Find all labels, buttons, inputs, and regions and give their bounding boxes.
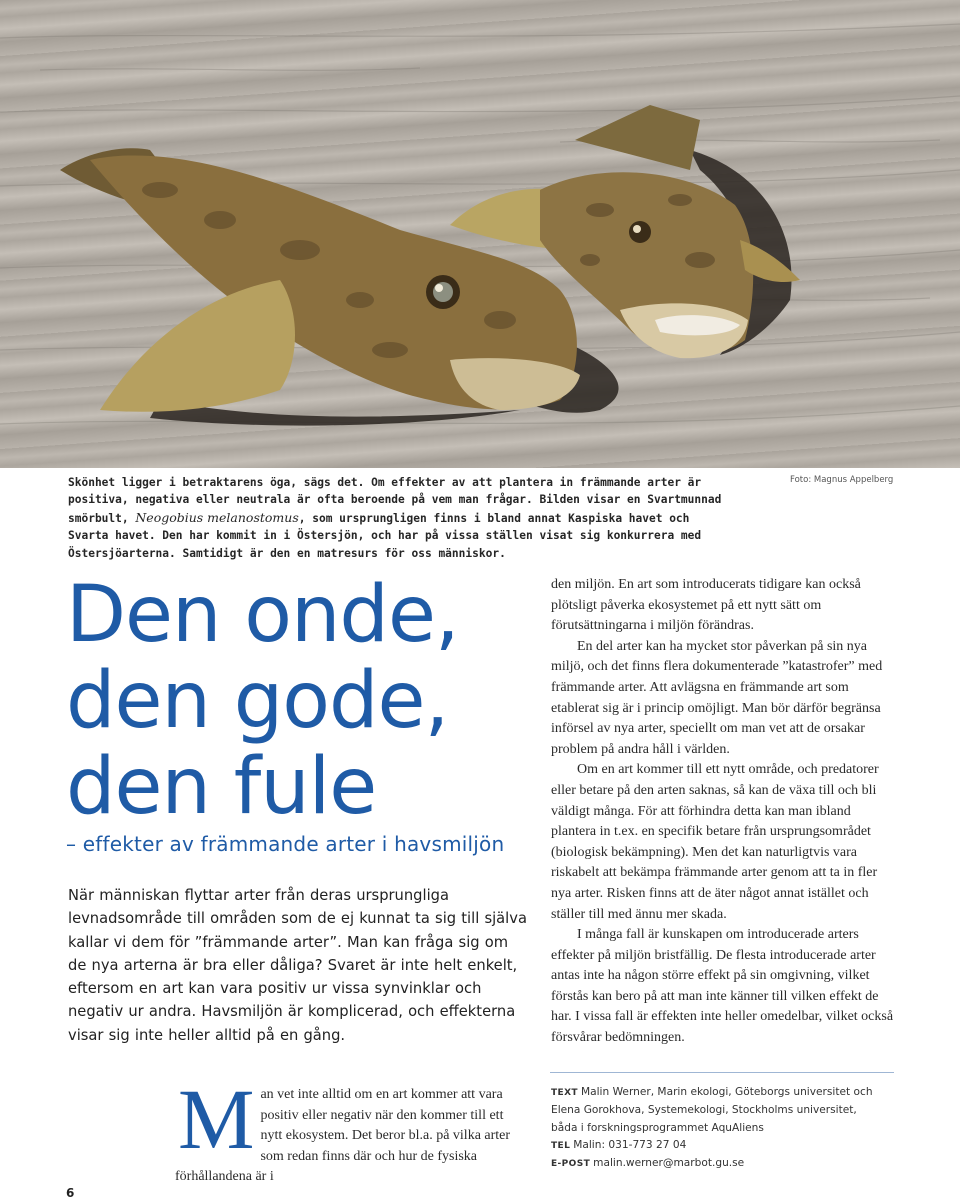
title-line-1: Den onde, [66,570,459,660]
author-line-1: Malin Werner, Marin ekologi, Göteborgs universitet och [580,1086,873,1098]
email-label: E-POST [551,1159,591,1170]
body-paragraph: En del arter kan ha mycket stor påverkan på sin nya miljö, och det finns flera dokumenterade ”katastrofer” med främmande arter. Att avlägsna en främmande art som etablerat sig är i princip omöjligt. Man bör därför begränsa införsel av nya arter, speciellt om man vet att de orsakar problem på andra håll i världen. [551,638,883,757]
phone-number: Malin: 031-773 27 04 [573,1138,687,1151]
body-paragraph: den miljön. En art som introducerats tidigare kan också plötsligt påverka ekosystemet på ett nytt sätt om förutsättningarna i miljön förändras. [551,577,861,634]
caption-text-1: Skönhet ligger i betraktarens öga, sägs det. Om effekter av att plantera in främmande arter är positiva, negativa eller neutrala är ofta beroende på vem man frågar. Bilden visar en Svartmunnad smörbult, [68,476,722,525]
caption-text-2: , som ursprungligen finns i bland annat Kaspiska havet och Svarta havet. Den har kommit in i Östersjön, och har på vissa ställen visat sig konkurrera med Östersjöarterna. Samtidigt är den en matresurs för oss människor. [68,511,702,560]
fish-front [60,148,580,412]
ingress-paragraph: När människan flyttar arter från deras ursprungliga levnadsområde till områden som de ej kunnat ta sig till själva kallar vi dem för ”främmande arter”. Man kan fråga sig om de nya arterna är bra eller dåliga? Svaret är inte helt enkelt, eftersom en art kan vara positiv ur vissa synvinklar och negativ ur andra. Havsmiljön är komplicerad, och effekterna visar sig inte heller alltid på en gång. [68,887,527,1044]
credits-text-row [551,1084,896,1102]
body-paragraph: Om en art kommer till ett nytt område, och predatorer eller betare på den arten saknas, så kan de växa till och bli väldigt många. För att förhindra detta kan man ibland plantera in t.ex. en specifik betare från ursprungsområdet (biologisk bekämpning). Men det kan naturligtvis vara riskabelt att bekämpa främmande arter genom att ta in fler nya arter. Risken finns att de äter något annat istället och ställer till med ännu mer skada. [551,762,879,922]
tel-label: TEL [551,1140,571,1151]
body-paragraph: I många fall är kunskapen om introducerade arters effekter på miljön bristfällig. De flesta introducerade arter antas inte ha någon större effekt på sin omgivning, vilket förstås kan bero på att man inte känner till vilken effekt de har. I vissa fall är effekten inte heller omedelbar, vilket också försvårar bedömningen. [551,927,894,1046]
drop-cap: M [178,1071,255,1167]
author-line-2: Elena Gorokhova, Systemekologi, Stockholms universitet, [551,1104,857,1117]
gobies-photo [0,0,960,468]
author-line-3: båda i forskningsprogrammet AquAliens [551,1121,764,1134]
photo-illustration [0,0,960,468]
species-name: Neogobius melanostomus [135,509,299,525]
title-line-2: den gode, [66,656,449,746]
email-address[interactable]: malin.werner@marbot.gu.se [593,1157,745,1170]
body-column-right [551,575,896,1049]
photo-caption [68,474,728,562]
page-title [66,572,486,830]
credits-tel-row [551,1137,896,1155]
subtitle: – effekter av främmande arter i havsmiljön [66,832,505,856]
body-intro-text: an vet inte alltid om en art kommer att vara positiv eller negativ när den kommer till ett nytt ekosystem. Det beror bl.a. på vilka arter som redan finns där och hur de fysiska förhållandena är i [175,1087,511,1185]
author-credits [551,1084,896,1173]
photo-credit: Foto: Magnus Appelberg [790,475,894,485]
credits-divider [550,1072,894,1073]
title-line-3: den fule [66,742,377,832]
body-intro-paragraph [175,1071,525,1188]
page-number: 6 [66,1186,75,1200]
credits-email-row [551,1155,896,1173]
text-label: TEXT [551,1088,578,1098]
